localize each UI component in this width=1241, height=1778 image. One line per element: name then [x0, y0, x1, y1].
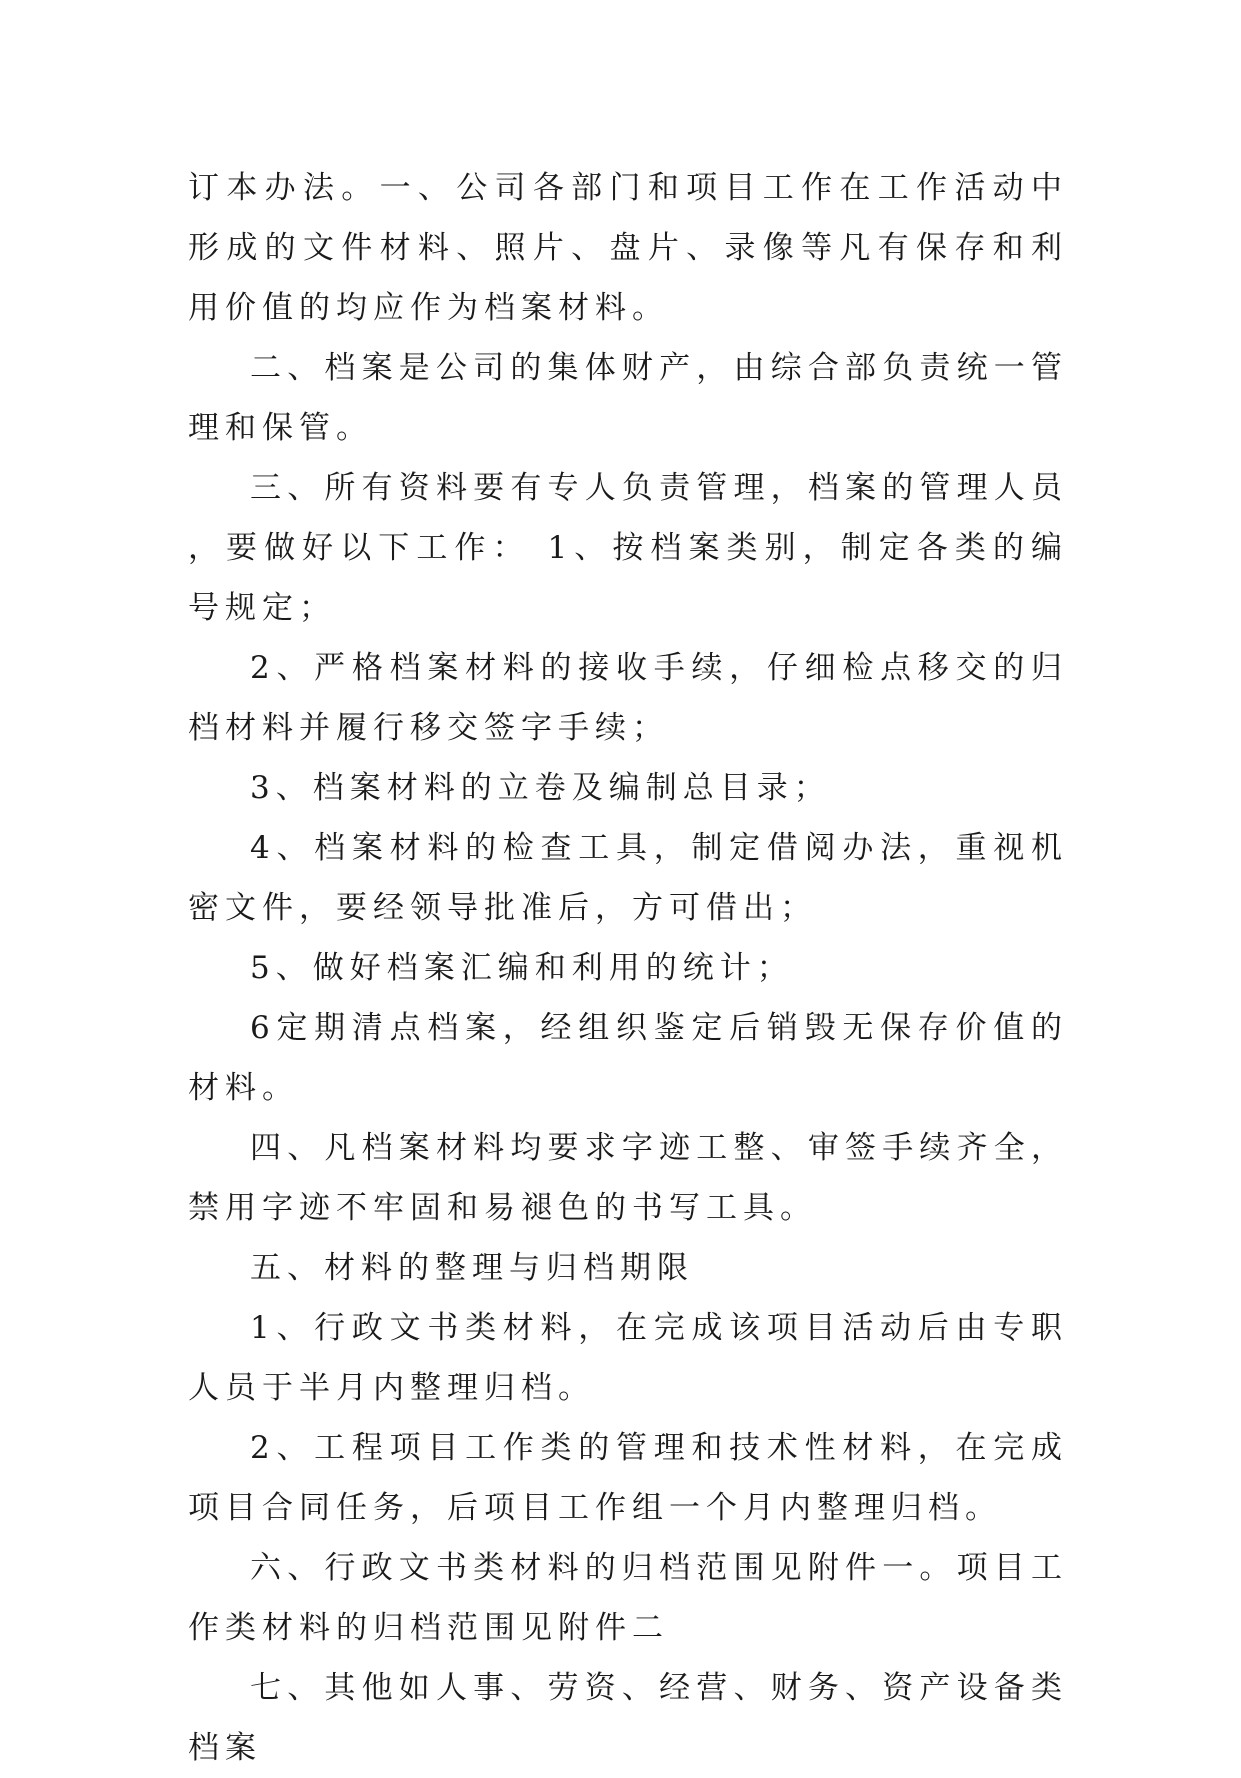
paragraph-11: 1、行政文书类材料，在完成该项目活动后由专职人员于半月内整理归档。 — [188, 1310, 1068, 1406]
paragraph-8: 6定期清点档案，经组织鉴定后销毁无保存价值的材料。 — [188, 1010, 1068, 1106]
paragraph-3: 三、所有资料要有专人负责管理，档案的管理人员，要做好以下工作： 1、按档案类别，制定各类的编号规定； — [188, 470, 1068, 626]
paragraph-2: 二、档案是公司的集体财产，由综合部负责统一管理和保管。 — [188, 350, 1068, 446]
paragraph-6: 4、档案材料的检查工具，制定借阅办法，重视机密文件，要经领导批准后，方可借出； — [188, 830, 1068, 926]
paragraph-4: 2、严格档案材料的接收手续，仔细检点移交的归档材料并履行移交签字手续； — [188, 650, 1068, 746]
paragraph-10: 五、材料的整理与归档期限 — [250, 1250, 694, 1286]
paragraph-1: 订本办法。一、公司各部门和项目工作在工作活动中形成的文件材料、照片、盘片、录像等凡有保存和利用价值的均应作为档案材料。 — [188, 170, 1068, 326]
paragraph-7: 5、做好档案汇编和利用的统计； — [250, 950, 794, 986]
paragraph-9: 四、凡档案材料均要求字迹工整、审签手续齐全，禁用字迹不牢固和易褪色的书写工具。 — [188, 1130, 1068, 1226]
paragraph-5: 3、档案材料的立卷及编制总目录； — [250, 770, 831, 806]
paragraph-12: 2、工程项目工作类的管理和技术性材料，在完成项目合同任务，后项目工作组一个月内整理归档。 — [188, 1430, 1068, 1526]
paragraph-13: 六、行政文书类材料的归档范围见附件一。项目工作类材料的归档范围见附件二 — [188, 1550, 1068, 1646]
document-body — [188, 158, 1068, 1778]
paragraph-14: 七、其他如人事、劳资、经营、财务、资产设备类档案 — [188, 1670, 1068, 1766]
